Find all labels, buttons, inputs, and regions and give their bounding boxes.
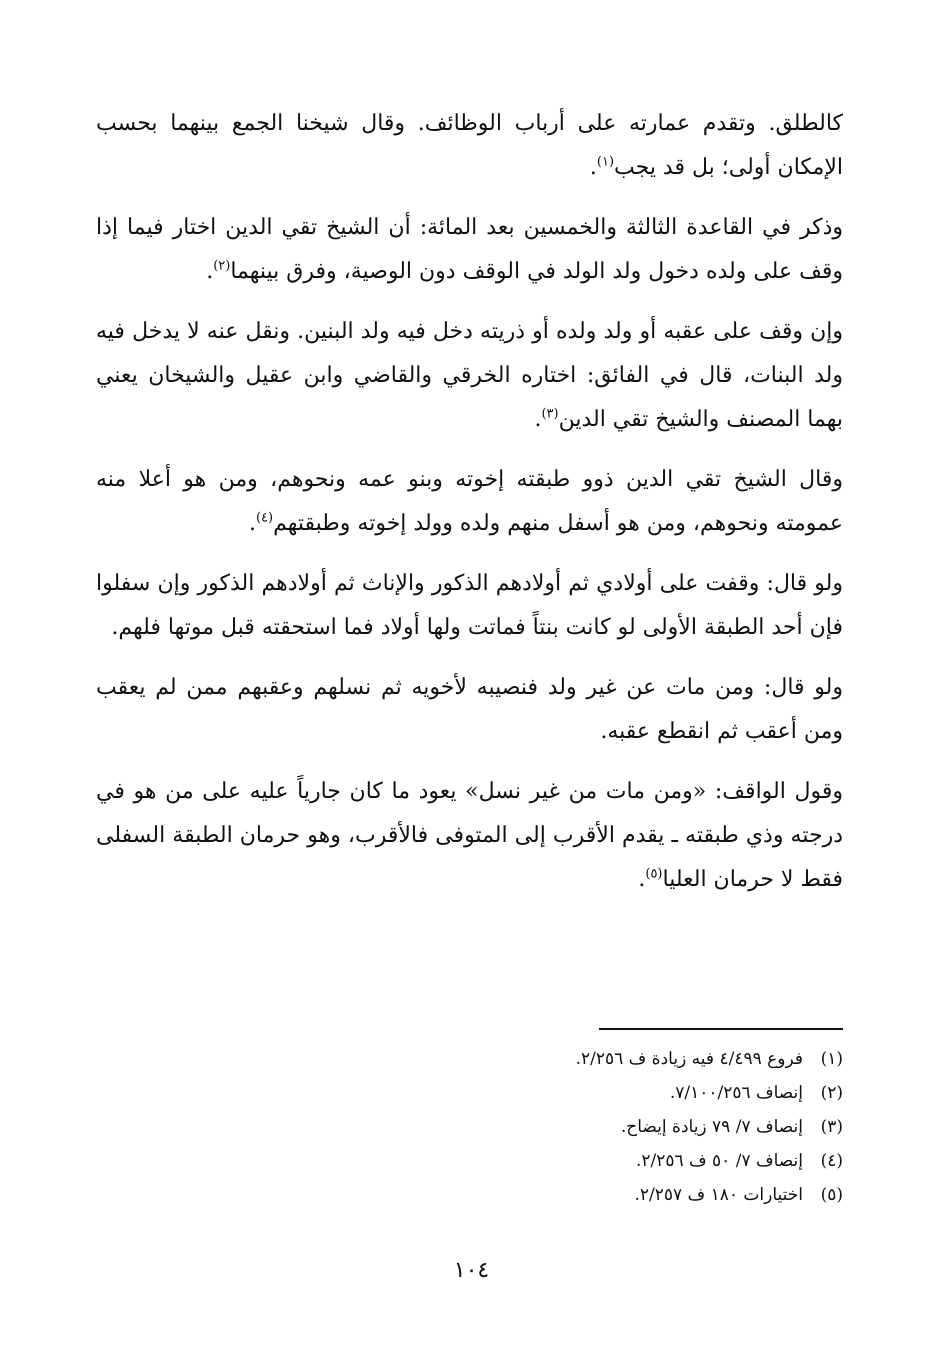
paragraph-tail: . (248, 511, 256, 536)
footnote-3 (100, 1110, 843, 1144)
paragraph-tail: . (206, 259, 214, 284)
footnote-ref: (٥) (645, 866, 663, 882)
footnote-text: اختيارات ١٨٠ ف ٢/٢٥٧. (634, 1185, 803, 1205)
footnote-number: (٤) (820, 1151, 843, 1171)
paragraph-5 (96, 562, 843, 650)
footnote-number: (١) (820, 1049, 843, 1069)
footnote-ref: (٣) (541, 406, 559, 422)
paragraph-tail: . (638, 867, 646, 892)
paragraph-text: وذكر في القاعدة الثالثة والخمسين بعد المائة: أن الشيخ تقي الدين اختار فيما إذا وقف على ولده دخول ولد الولد في الوقف دون الوصية، وفرق بينهما (96, 215, 843, 284)
paragraph-7 (96, 770, 843, 902)
paragraph-text: وقال الشيخ تقي الدين ذوو طبقته إخوته وبنو عمه ونحوهم، ومن هو أعلا منه عمومته ونحوهم، ومن هو أسفل منهم ولده وولد إخوته وطبقتهم (96, 467, 843, 536)
paragraph-text: ولو قال: ومن مات عن غير ولد فنصيبه لأخويه ثم نسلهم وعقبهم ممن لم يعقب ومن أعقب ثم انقطع عقبه. (96, 675, 843, 744)
paragraph-text: ولو قال: وقفت على أولادي ثم أولادهم الذكور والإناث ثم أولادهم الذكور وإن سفلوا فإن أحد الطبقة الأولى لو كانت بنتاً فماتت ولها أولاد فما استحقته قبل موتها فلهم. (96, 571, 843, 640)
paragraph-1 (96, 102, 843, 190)
page-number: ١٠٤ (453, 1258, 490, 1283)
footnote-number: (٥) (820, 1185, 843, 1205)
footnote-1 (100, 1042, 843, 1076)
footnote-5 (100, 1178, 843, 1212)
footnote-text: فروع ٤/٤٩٩ فيه زيادة ف ٢/٢٥٦. (575, 1049, 803, 1069)
footnote-2 (100, 1076, 843, 1110)
footnote-ref: (١) (596, 154, 615, 170)
main-text (96, 102, 843, 918)
paragraph-tail: . (534, 407, 542, 432)
footnote-text: إنصاف ٧/ ٥٠ ف ٢/٢٥٦. (635, 1151, 803, 1171)
paragraph-text: وقول الواقف: «ومن مات من غير نسل» يعود ما كان جارياً عليه على من هو في درجته وذي طبقته ـ يقدم الأقرب إلى المتوفى فالأقرب، وهو حرمان الطبقة السفلى فقط لا حرمان العليا (96, 779, 843, 892)
footnote-4 (100, 1144, 843, 1178)
footnote-ref: (٢) (213, 258, 231, 274)
paragraph-tail: . (589, 155, 597, 180)
footnote-ref: (٤) (255, 510, 274, 526)
footnote-text: إنصاف ٧/١٠٠/٢٥٦. (669, 1083, 803, 1103)
footnotes (100, 1042, 843, 1212)
footnote-number: (٣) (820, 1117, 843, 1137)
paragraph-text: كالطلق. وتقدم عمارته على أرباب الوظائف. وقال شيخنا الجمع بينهما بحسب الإمكان أولى؛ بل قد يجب (96, 111, 843, 180)
footnote-text: إنصاف ٧/ ٧٩ زيادة إيضاح. (620, 1117, 803, 1137)
paragraph-6 (96, 666, 843, 754)
paragraph-3 (96, 310, 843, 442)
paragraph-text: وإن وقف على عقبه أو ولد ولده أو ذريته دخل فيه ولد البنين. ونقل عنه لا يدخل فيه ولد البنات، قال في الفائق: اختاره الخرقي والقاضي وابن عقيل والشيخان يعني بهما المصنف والشيخ تقي الدين (96, 319, 844, 432)
paragraph-2 (96, 206, 843, 294)
paragraph-4 (96, 458, 843, 546)
footnote-divider (599, 1028, 843, 1030)
footnote-number: (٢) (820, 1083, 843, 1103)
